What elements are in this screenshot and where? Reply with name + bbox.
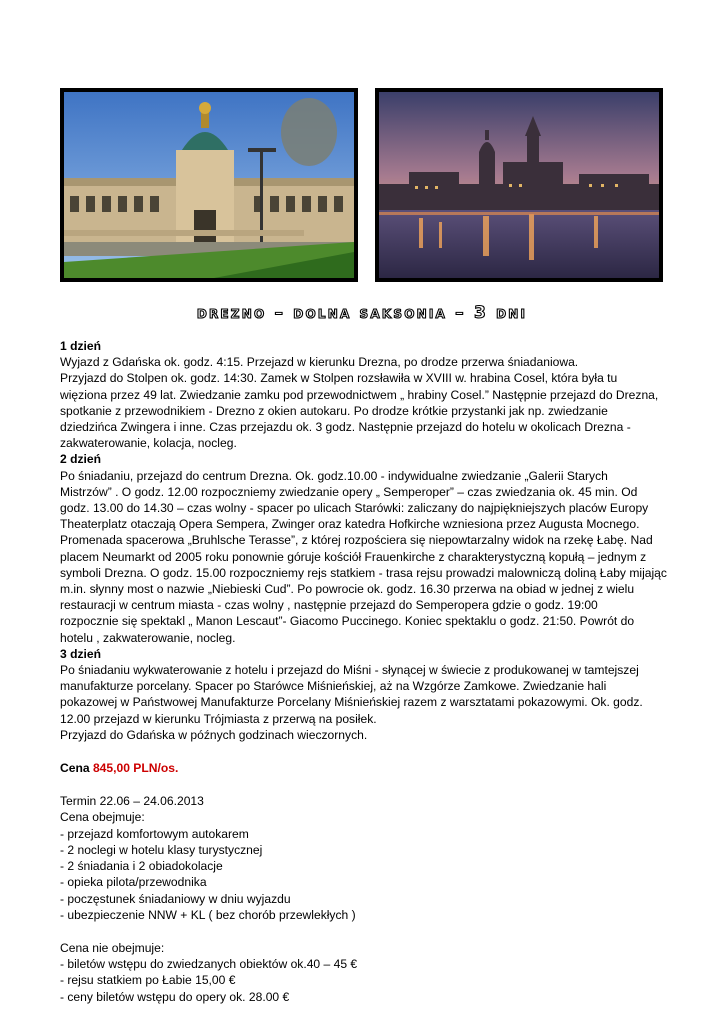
excludes-title: Cena nie obejmuje: (60, 940, 165, 955)
day-1-title: 1 dzień (60, 339, 101, 353)
photo-dresden-elbe-dusk (379, 92, 659, 278)
day-2-line: godz. 13.00 do 14.30 – czas wolny - spacer po ulicach Starówki: zaliczany do najpiękniejszych placów Europy (60, 501, 649, 516)
day-1-line: zakwaterowanie, kolacja, nocleg. (60, 436, 237, 451)
offer-headline: drezno – dolna saksonia – 3 dni (196, 303, 528, 323)
photo-zwinger-palace (64, 92, 354, 278)
day-2-line: rozpocznie się spektakl „ Manon Lescaut”- Giacomo Puccinego. Koniec spektaklu o godz. 21:50. Powrót do (60, 614, 635, 629)
photo-zwinger-frame (60, 88, 358, 282)
day-2-line: Promenada spacerowa „Bruhlsche Terasse”, z której rozpościera się niepowtarzalny widok na rzekę Łabę. Nad (60, 533, 653, 548)
day-2-line: hotelu , zakwaterowanie, nocleg. (60, 630, 236, 645)
price-line (60, 760, 670, 776)
day-3-line: 12.00 przejazd w kierunku Trójmiasta z przerwą na posiłek. (60, 711, 377, 726)
day-2-line: symboli Drezna. O godz. 15.00 rozpoczniemy rejs statkiem - trasa rejsu prowadzi malowniczą doliną Łaby mijając (60, 565, 667, 580)
day-3-line: Po śniadaniu wykwaterowanie z hotelu i przejazd do Miśni - słynącej w świecie z produkowanej w tamtejszej (60, 663, 639, 678)
day-2-line: restauracji w centrum miasta - czas wolny , następnie przejazd do Semperopera gdzie o godz. 19:00 (60, 598, 598, 613)
excludes-item: - biletów wstępu do zwiedzanych obiektów ok.40 – 45 € (60, 957, 358, 972)
day-3-line: Przyjazd do Gdańska w późnych godzinach wieczornych. (60, 727, 368, 742)
includes-item: - poczęstunek śniadaniowy w dniu wyjazdu (60, 891, 291, 906)
price-amount: 845,00 PLN/os. (92, 761, 179, 776)
includes-item: - ubezpieczenie NNW + KL ( bez chorób przewlekłych ) (60, 907, 356, 922)
day-2-line: Mistrzów” . O godz. 12.00 rozpoczniemy zwiedzanie opery „ Semperoper” – czas zwiedzania ok. 45 min. Od (60, 484, 638, 499)
includes-title: Cena obejmuje: (60, 810, 145, 825)
day-3-line: manufakturze porcelany. Spacer po Starówce Miśnieńskiej, aż na Wzgórze Zamkowe. Zwiedzanie hali (60, 679, 607, 694)
price-label: Cena (60, 761, 90, 776)
includes-item: - przejazd komfortowym autokarem (60, 826, 249, 841)
day-1-line: dziedzińca Zwingera i inne. Czas przejazdu ok. 3 godz. Następnie przejazd do hotelu w okolicach Drezna - (60, 420, 631, 435)
day-1-line: Wyjazd z Gdańska ok. godz. 4:15. Przejazd w kierunku Drezna, po drodze przerwa śniadaniowa. (60, 355, 579, 370)
trip-term: Termin 22.06 – 24.06.2013 (60, 794, 204, 809)
day-1-line: spotkanie z przewodnikiem - Drezno z okien autokaru. Po drodze krótkie przystanki jak np. zwiedzanie (60, 403, 608, 418)
itinerary-content (60, 338, 670, 1005)
day-3-title: 3 dzień (60, 646, 101, 661)
day-2-line: Po śniadaniu, przejazd do centrum Drezna. Ok. godz.10.00 - indywidualne zwiedzanie „Galerii Starych (60, 468, 608, 483)
day-2-title: 2 dzień (60, 452, 101, 467)
day-1-line: więziona przez 49 lat. Zwiedzanie zamku pod przewodnictwem „ hrabiny Cosel.” Następnie przejazd do Drezna, (60, 387, 659, 402)
excludes-item: - ceny biletów wstępu do opery ok. 28.00 € (60, 989, 290, 1004)
includes-item: - 2 śniadania i 2 obiadokolacje (60, 859, 223, 874)
day-2-line: placem Neumarkt od 2005 roku ponownie góruje kościół Frauenkirche z charakterystyczną kopułą – jednym z (60, 549, 647, 564)
includes-item: - 2 noclegi w hotelu klasy turystycznej (60, 842, 263, 857)
day-3-line: pokazowej w Państwowej Manufakturze Porcelany Miśnieńskiej razem z warsztatami pokazowymi. Ok. godz. (60, 695, 643, 710)
photo-dresden-night-frame (375, 88, 663, 282)
excludes-item: - rejsu statkiem po Łabie 15,00 € (60, 973, 236, 988)
day-2-line: Theaterplatz otaczają Opera Sempera, Zwinger oraz katedra Hofkirche wzniesiona przez Augusta Mocnego. (60, 517, 640, 532)
day-1-line: Przyjazd do Stolpen ok. godz. 14:30. Zamek w Stolpen rozsławiła w XVIII w. hrabina Cosel, która była tu (60, 371, 618, 386)
day-2-line: m.in. słynny most o nazwie „Niebieski Cud”. Po powrocie ok. godz. 16.30 przerwa na obiad w jednej z wielu (60, 582, 635, 597)
includes-item: - opieka pilota/przewodnika (60, 875, 207, 890)
